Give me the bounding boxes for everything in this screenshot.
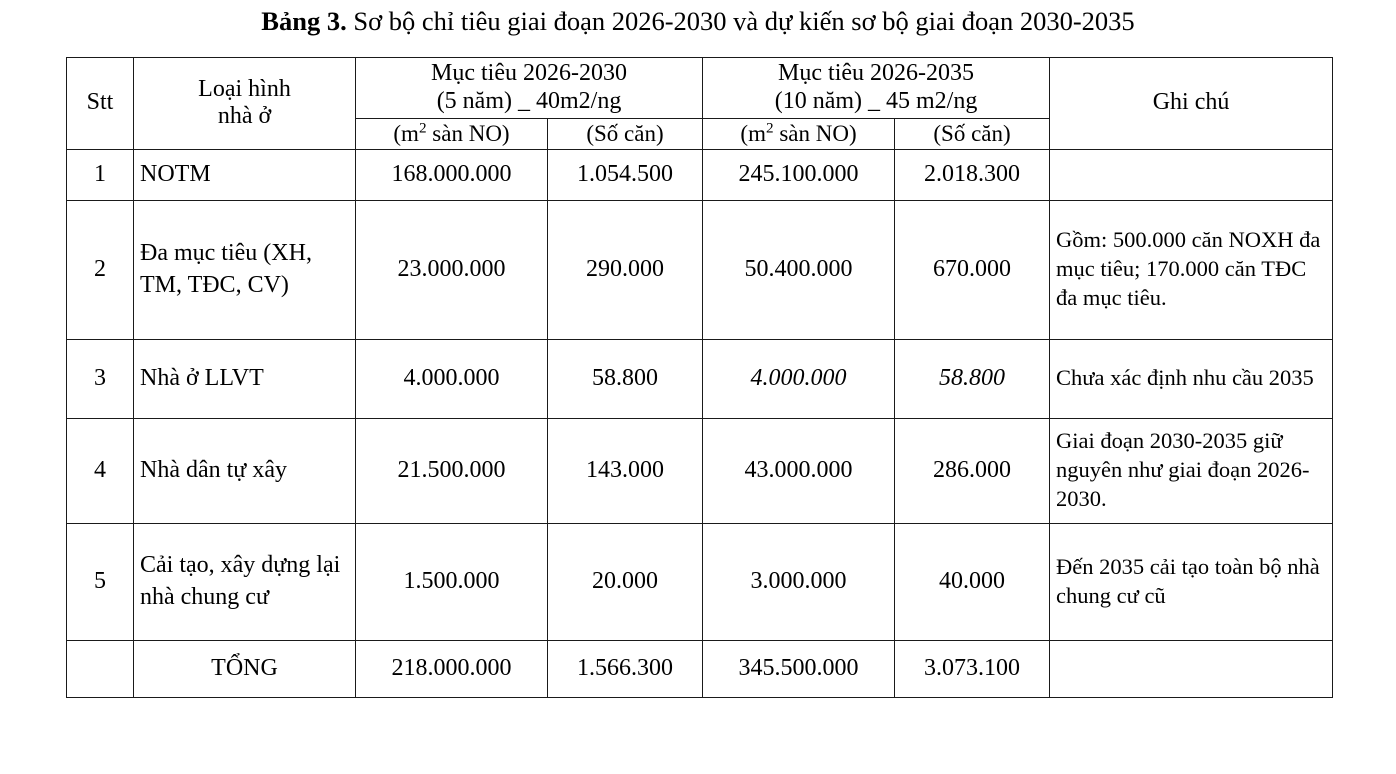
table-header: [67, 58, 1333, 150]
row-housing-type: Đa mục tiêu (XH, TM, TĐC, CV): [134, 200, 356, 339]
a-area-suffix: sàn NO): [426, 120, 510, 146]
row-a-units: 143.000: [548, 418, 703, 523]
col-header-a-floor-area: [356, 118, 548, 149]
col-header-stt: Stt: [67, 58, 134, 150]
group-a-line1: Mục tiêu 2026-2030: [431, 60, 627, 86]
row-a-floor-area: 1.500.000: [356, 523, 548, 640]
row-housing-type: Cải tạo, xây dựng lại nhà chung cư: [134, 523, 356, 640]
row-note: Gồm: 500.000 căn NOXH đa mục tiêu; 170.000 căn TĐC đa mục tiêu.: [1050, 200, 1333, 339]
a-area-sup: 2: [418, 119, 427, 136]
row-housing-type: NOTM: [134, 149, 356, 200]
row-note: [1050, 149, 1333, 200]
housing-type-line1: Loại hình: [198, 75, 291, 102]
row-b-floor-area: 43.000.000: [703, 418, 895, 523]
table-caption-text: Sơ bộ chỉ tiêu giai đoạn 2026-2030 và dự kiến sơ bộ giai đoạn 2030-2035: [346, 6, 1135, 36]
row-note: Đến 2035 cải tạo toàn bộ nhà chung cư cũ: [1050, 523, 1333, 640]
table-row: [67, 149, 1333, 200]
row-a-floor-area: 168.000.000: [356, 149, 548, 200]
b-area-suffix: sàn NO): [773, 120, 857, 146]
row-b-units: 58.800: [895, 339, 1050, 418]
table-caption: [0, 6, 1396, 36]
row-a-units: 290.000: [548, 200, 703, 339]
row-a-units: 58.800: [548, 339, 703, 418]
group-b-line1: Mục tiêu 2026-2035: [778, 60, 975, 86]
housing-type-line2: nhà ở: [217, 103, 272, 130]
row-stt: 4: [67, 418, 134, 523]
row-a-floor-area: 4.000.000: [356, 339, 548, 418]
total-note: [1050, 640, 1333, 697]
table-caption-label: Bảng 3.: [261, 6, 347, 36]
total-label: TỔNG: [134, 640, 356, 697]
a-area-prefix: (m: [393, 120, 419, 146]
total-b-floor-area: 345.500.000: [703, 640, 895, 697]
row-housing-type: Nhà ở LLVT: [134, 339, 356, 418]
row-b-units: 286.000: [895, 418, 1050, 523]
total-a-floor-area: 218.000.000: [356, 640, 548, 697]
row-housing-type: Nhà dân tự xây: [134, 418, 356, 523]
table-total-row: [67, 640, 1333, 697]
row-b-floor-area: 50.400.000: [703, 200, 895, 339]
row-a-units: 20.000: [548, 523, 703, 640]
group-a-line2: (5 năm) _ 40m2/ng: [436, 87, 622, 114]
total-b-units: 3.073.100: [895, 640, 1050, 697]
b-area-sup: 2: [765, 119, 774, 136]
col-header-housing-type: [134, 58, 356, 150]
col-header-a-units: (Số căn): [548, 118, 703, 149]
page-tail-clipped-text: [0, 755, 1396, 774]
col-header-group-2026-2035: [703, 58, 1050, 119]
total-a-units: 1.566.300: [548, 640, 703, 697]
table-row: [67, 523, 1333, 640]
row-b-floor-area: 3.000.000: [703, 523, 895, 640]
col-header-b-units: (Số căn): [895, 118, 1050, 149]
b-area-prefix: (m: [740, 120, 766, 146]
col-header-b-floor-area: [703, 118, 895, 149]
row-stt: 5: [67, 523, 134, 640]
row-b-units: 40.000: [895, 523, 1050, 640]
row-note: Giai đoạn 2030-2035 giữ nguyên như giai đoạn 2026-2030.: [1050, 418, 1333, 523]
row-note: Chưa xác định nhu cầu 2035: [1050, 339, 1333, 418]
row-b-floor-area: 245.100.000: [703, 149, 895, 200]
col-header-note: Ghi chú: [1050, 58, 1333, 150]
col-header-group-2026-2030: [356, 58, 703, 119]
row-a-floor-area: 21.500.000: [356, 418, 548, 523]
row-stt: 2: [67, 200, 134, 339]
header-row-groups: [67, 58, 1333, 119]
row-a-floor-area: 23.000.000: [356, 200, 548, 339]
row-stt: 1: [67, 149, 134, 200]
row-b-units: 670.000: [895, 200, 1050, 339]
group-b-line2: (10 năm) _ 45 m2/ng: [774, 87, 978, 114]
row-b-units: 2.018.300: [895, 149, 1050, 200]
table-row: [67, 418, 1333, 523]
table-row: [67, 200, 1333, 339]
total-stt: [67, 640, 134, 697]
table-row: [67, 339, 1333, 418]
row-stt: 3: [67, 339, 134, 418]
table-body: [67, 149, 1333, 697]
indicators-table: [66, 57, 1333, 698]
row-b-floor-area: 4.000.000: [703, 339, 895, 418]
row-a-units: 1.054.500: [548, 149, 703, 200]
